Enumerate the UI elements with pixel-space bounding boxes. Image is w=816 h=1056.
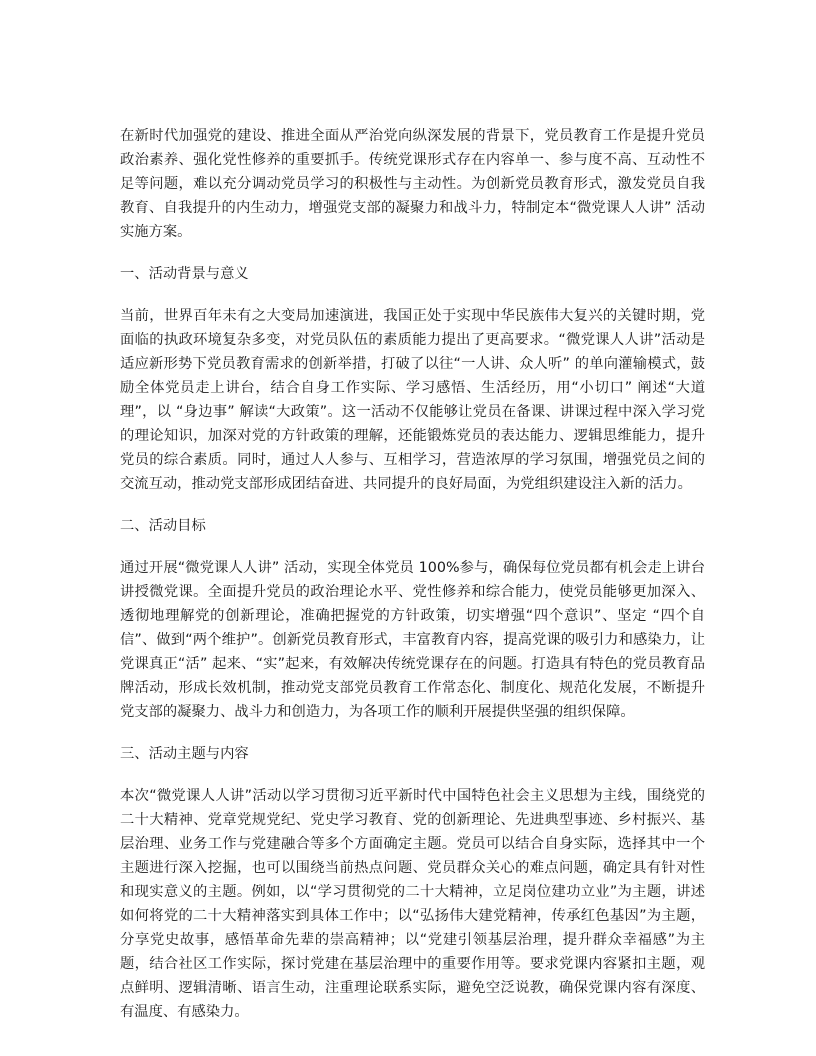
section-heading-theme: 三、活动主题与内容: [120, 746, 249, 762]
section-body-theme: 本次“微党课人人讲”活动以学习贯彻习近平新时代中国特色社会主义思想为主线，围绕党的二十大精神、党章党规党纪、党史学习教育、党的创新理论、先进典型事迹、乡村振兴、基层治理、业务工作与党建融合等多个方面确定主题。党员可以结合自身实际，选择其中一个主题进行深入挖掘，也可以围绕当前热点问题、党员群众关心的难点问题，确定具有针对性和现实意义的主题。例如，以“学习贯彻党的二十大精神，立足岗位建功立业”为主题，讲述如何将党的二十大精神落实到具体工作中；以“弘扬伟大建党精神，传承红色基因”为主题，分享党史故事，感悟革命先辈的崇高精神；以“党建引领基层治理，提升群众幸福感”为主题，结合社区工作实际，探讨党建在基层治理中的重要作用等。要求党课内容紧扣主题，观点鲜明、逻辑清晰、语言生动，注重理论联系实际，避免空泛说教，确保党课内容有深度、有温度、有感染力。: [120, 788, 705, 1020]
section-body-goals: 通过开展“微党课人人讲” 活动，实现全体党员 100%参与，确保每位党员都有机会走上讲台讲授微党课。全面提升党员的政治理论水平、党性修养和综合能力，使党员能够更加深入、透彻地理解党的创新理论，准确把握党的方针政策，切实增强“四个意识”、坚定 “四个自信”、做到“两个维护”。创新党员教育形式，丰富教育内容，提高党课的吸引力和感染力，让党课真正“活” 起来、“实”起来，有效解决传统党课存在的问题。打造具有特色的党员教育品牌活动，形成长效机制，推动党支部党员教育工作常态化、制度化、规范化发展，不断提升党支部的凝聚力、战斗力和创造力，为各项工作的顺利开展提供坚强的组织保障。: [120, 560, 705, 720]
section-heading-background: 一、活动背景与意义: [120, 266, 249, 282]
section-body-background: 当前，世界百年未有之大变局加速演进，我国正处于实现中华民族伟大复兴的关键时期，党面临的执政环境复杂多变，对党员队伍的素质能力提出了更高要求。“微党课人人讲”活动是适应新形势下党员教育需求的创新举措，打破了以往“一人讲、众人听” 的单向灌输模式，鼓励全体党员走上讲台，结合自身工作实际、学习感悟、生活经历，用“小切口” 阐述“大道理”，以 “身边事” 解读“大政策”。这一活动不仅能够让党员在备课、讲课过程中深入学习党的理论知识，加深对党的方针政策的理解，还能锻炼党员的表达能力、逻辑思维能力，提升党员的综合素质。同时，通过人人参与、互相学习，营造浓厚的学习氛围，增强党员之间的交流互动，推动党支部形成团结奋进、共同提升的良好局面，为党组织建设注入新的活力。: [120, 308, 705, 492]
section-heading-goals: 二、活动目标: [120, 518, 206, 534]
document-page: [120, 124, 705, 1042]
intro-paragraph: 在新时代加强党的建设、推进全面从严治党向纵深发展的背景下，党员教育工作是提升党员政治素养、强化党性修养的重要抓手。传统党课形式存在内容单一、参与度不高、互动性不足等问题，难以充分调动党员学习的积极性与主动性。为创新党员教育形式，激发党员自我教育、自我提升的内生动力，增强党支部的凝聚力和战斗力，特制定本“微党课人人讲” 活动实施方案。: [120, 128, 705, 240]
